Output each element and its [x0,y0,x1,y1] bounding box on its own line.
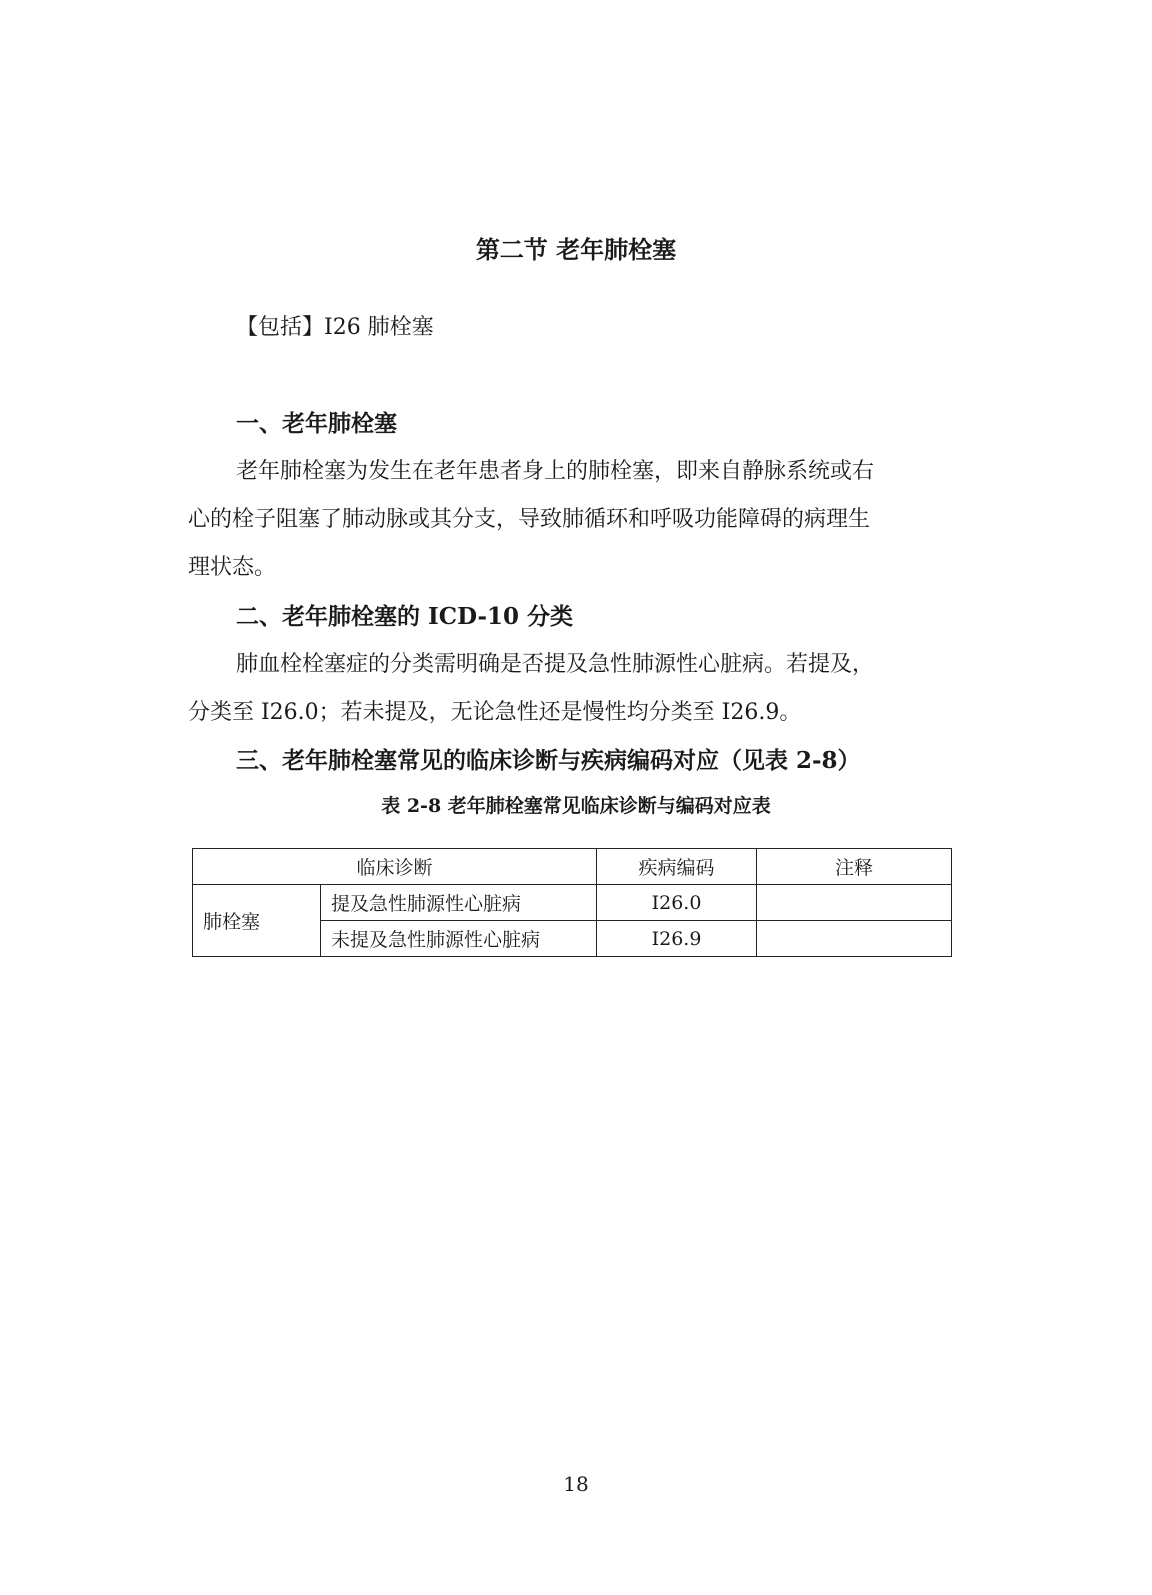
code-cell: I26.0 [597,885,757,921]
table-row [193,885,952,921]
header-diagnosis: 临床诊断 [193,849,597,885]
section-title: 第二节 老年肺栓塞 [475,235,677,264]
table-header-row [193,849,952,885]
heading-1: 一、老年肺栓塞 [236,410,397,437]
note-cell [757,885,952,921]
paragraph-1-line-1: 老年肺栓塞为发生在老年患者身上的肺栓塞，即来自静脉系统或右 [236,459,875,484]
paragraph-2-line-2: 分类至 I26.0；若未提及，无论急性还是慢性均分类至 I26.9。 [188,700,802,725]
heading-2: 二、老年肺栓塞的 ICD-10 分类 [236,603,574,630]
diagnosis-code-table [192,848,952,957]
header-note: 注释 [757,849,952,885]
paragraph-2-line-1: 肺血栓栓塞症的分类需明确是否提及急性肺源性心脏病。若提及， [236,652,875,677]
page-number: 18 [563,1472,589,1496]
note-cell [757,921,952,957]
header-code: 疾病编码 [597,849,757,885]
table-caption: 表 2-8 老年肺栓塞常见临床诊断与编码对应表 [381,795,771,817]
code-cell: I26.9 [597,921,757,957]
includes-line: 【包括】I26 肺栓塞 [236,315,434,340]
diagnosis-cell: 未提及急性肺源性心脏病 [321,921,597,957]
group-cell: 肺栓塞 [193,885,321,957]
paragraph-1-line-2: 心的栓子阻塞了肺动脉或其分支，导致肺循环和呼吸功能障碍的病理生 [188,507,871,532]
paragraph-1-line-3: 理状态。 [188,555,277,580]
heading-3: 三、老年肺栓塞常见的临床诊断与疾病编码对应（见表 2-8） [236,747,861,774]
diagnosis-cell: 提及急性肺源性心脏病 [321,885,597,921]
